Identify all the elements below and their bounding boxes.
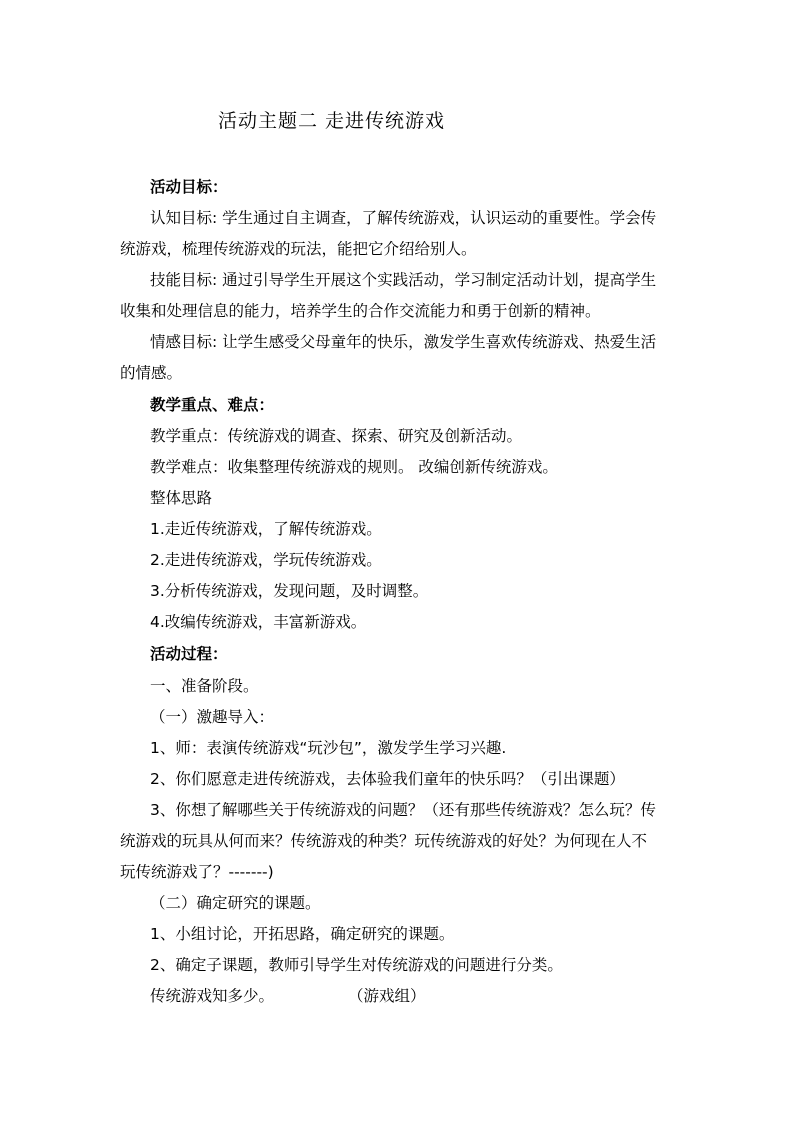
- idea-item-2: 2.走进传统游戏，学玩传统游戏。: [150, 551, 382, 569]
- sub-section-1-heading: （一）激趣导入：: [150, 708, 275, 726]
- emotion-objective-line-2: 的情感。: [120, 364, 183, 382]
- key-point-line: 教学重点：传统游戏的调查、探索、研究及创新活动。: [150, 427, 523, 445]
- key-points-heading: 教学重点、难点：: [150, 396, 275, 414]
- cognitive-objective-line-2: 统游戏，梳理传统游戏的玩法，能把它介绍给别人。: [120, 240, 477, 258]
- skill-objective-line-2: 收集和处理信息的能力，培养学生的合作交流能力和勇于创新的精神。: [120, 302, 601, 320]
- step-3-line-3: 玩传统游戏了？-------): [120, 863, 274, 881]
- step-4-line: 1、小组讨论，开拓思路，确定研究的课题。: [150, 925, 455, 943]
- step-3-line-1: 3、你想了解哪些关于传统游戏的问题？（还有那些传统游戏？怎么玩？传: [150, 801, 656, 819]
- step-3-line-2: 统游戏的玩具从何而来？传统游戏的种类？玩传统游戏的好处？为何现在人不: [120, 832, 648, 850]
- idea-item-4: 4.改编传统游戏，丰富新游戏。: [150, 613, 367, 631]
- objectives-heading: 活动目标：: [150, 178, 228, 196]
- topic-line: [150, 986, 426, 1006]
- topic-name: 传统游戏知多少。: [150, 987, 275, 1005]
- cognitive-objective-line-1: 认知目标: 学生通过自主调查，了解传统游戏，认识运动的重要性。学会传: [150, 209, 657, 227]
- topic-group: （游戏组）: [348, 987, 426, 1005]
- sub-section-2-heading: （二）确定研究的课题。: [150, 894, 321, 912]
- document-title: 活动主题二 走进传统游戏: [218, 110, 446, 132]
- difficulty-line: 教学难点：收集整理传统游戏的规则。 改编创新传统游戏。: [150, 458, 558, 476]
- overall-idea-heading: 整体思路: [150, 489, 213, 507]
- idea-item-3: 3.分析传统游戏，发现问题，及时调整。: [150, 582, 429, 600]
- step-1-line: 1、师：表演传统游戏“玩沙包”，激发学生学习兴趣.: [150, 739, 507, 757]
- emotion-objective-line-1: 情感目标: 让学生感受父母童年的快乐，激发学生喜欢传统游戏、热爱生活: [150, 333, 657, 351]
- skill-objective-line-1: 技能目标: 通过引导学生开展这个实践活动，学习制定活动计划，提高学生: [150, 271, 657, 289]
- step-5-line: 2、确定子课题，教师引导学生对传统游戏的问题进行分类。: [150, 956, 563, 974]
- idea-item-1: 1.走近传统游戏，了解传统游戏。: [150, 520, 382, 538]
- stage-1-heading: 一、准备阶段。: [150, 677, 259, 695]
- step-2-line: 2、你们愿意走进传统游戏，去体验我们童年的快乐吗？（引出课题）: [150, 770, 625, 788]
- process-heading: 活动过程：: [150, 645, 228, 663]
